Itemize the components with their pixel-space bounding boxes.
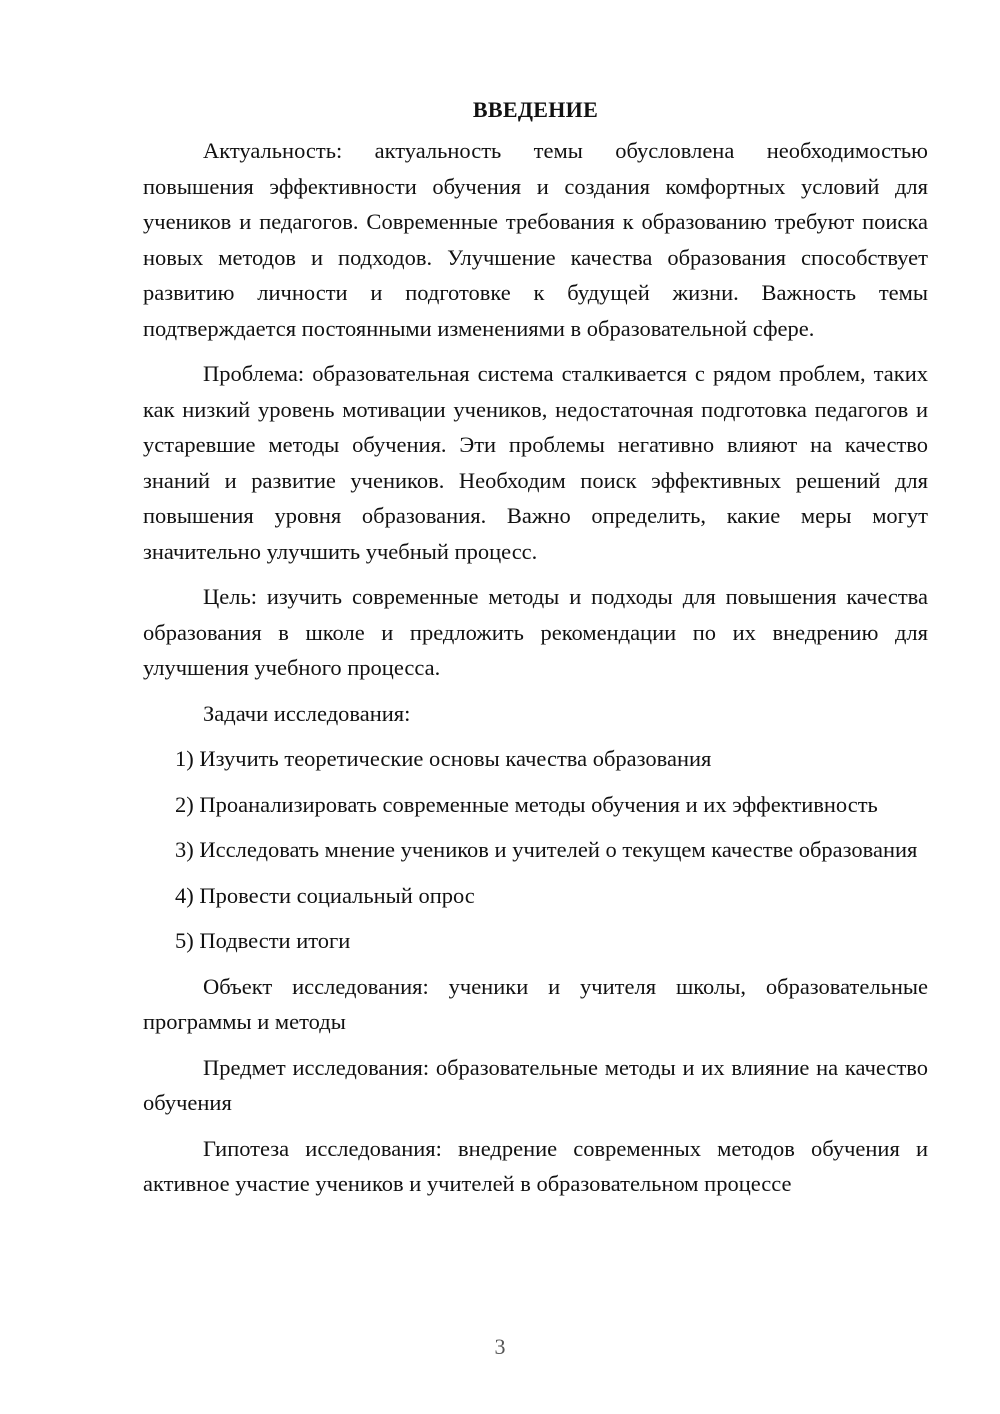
- task-item-5: 5) Подвести итоги: [175, 928, 351, 953]
- paragraph-object: Объект исследования: ученики и учителя школы, образовательные программы и методы: [143, 973, 928, 1034]
- paragraph-relevance: Актуальность: актуальность темы обусловлена необходимостью повышения эффективности обучения и создания комфортных условий для учеников и педагогов. Современные требования к образованию требуют поиска новых методов и подходов. Улучшение качества образования способствует развитию личности и подготовке к будущей жизни. Важность темы подтверждается постоянными изменениями в образовательной сфере.: [143, 138, 928, 341]
- paragraph-goal: Цель: изучить современные методы и подходы для повышения качества образования в школе и предложить рекомендации по их внедрению для улучшения учебного процесса.: [143, 584, 928, 680]
- task-item-2: 2) Проанализировать современные методы обучения и их эффективность: [175, 791, 878, 817]
- task-item-3: 3) Исследовать мнение учеников и учителей о текущем качестве образования: [175, 837, 918, 862]
- task-item-4: 4) Провести социальный опрос: [175, 882, 475, 908]
- section-title: ВВЕДЕНИЕ: [472, 97, 599, 122]
- tasks-heading: Задачи исследования:: [203, 700, 411, 726]
- paragraph-problem: Проблема: образовательная система сталкивается с рядом проблем, таких как низкий уровень мотивации учеников, недостаточная подготовка педагогов и устаревшие методы обучения. Эти проблемы негативно влияют на качество знаний и развитие учеников. Необходим поиск эффективных решений для повышения уровня образования. Важно определить, какие меры могут значительно улучшить учебный процесс.: [143, 361, 928, 564]
- paragraph-hypothesis: Гипотеза исследования: внедрение современных методов обучения и активное участие учеников и учителей в образовательном процессе: [143, 1135, 928, 1196]
- page-content: [143, 92, 928, 1212]
- paragraph-subject: Предмет исследования: образовательные методы и их влияние на качество обучения: [143, 1054, 928, 1115]
- task-item-1: 1) Изучить теоретические основы качества образования: [175, 746, 712, 771]
- page-number: 3: [494, 1334, 506, 1359]
